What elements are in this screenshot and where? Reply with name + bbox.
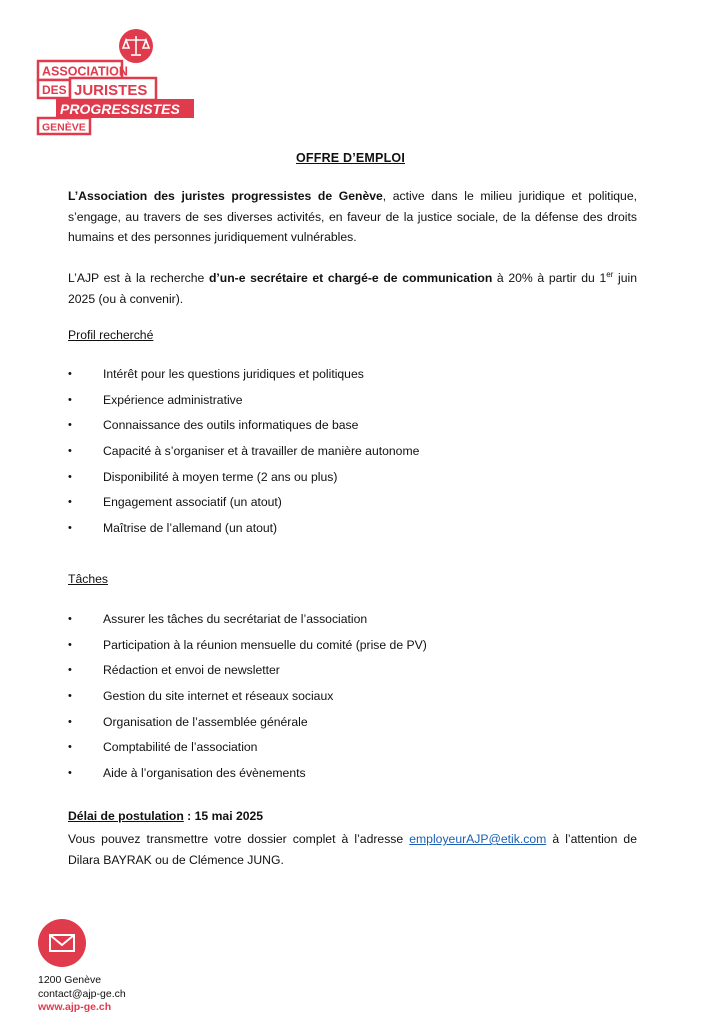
organization-logo [34, 28, 204, 136]
footer-contact [38, 974, 126, 1015]
bullet: • [68, 638, 72, 651]
logo-line-des: DES [42, 83, 67, 97]
list-item [68, 495, 637, 521]
offer-position: d’un-e secrétaire et chargé-e de communication [208, 271, 493, 285]
list-item-text: Organisation de l’assemblée générale [103, 714, 308, 729]
list-item [68, 444, 637, 470]
list-item-text: Rédaction et envoi de newsletter [103, 663, 280, 678]
bullet: • [68, 664, 72, 677]
offer-suffix: juin 2025 (ou à convenir). [68, 271, 637, 306]
bullet: • [68, 767, 72, 780]
list-item [68, 393, 637, 419]
list-item-text: Capacité à s’organiser et à travailler de manière autonome [103, 444, 420, 459]
bullet: • [68, 470, 72, 483]
list-item [68, 766, 637, 792]
intro-text: , active dans le milieu juridique et politique, s’engage, au travers de ses diverses activités, en faveur de la justice sociale, de la défense des droits humains et des personnes juridiquement vulnérables. [68, 189, 637, 244]
list-item [68, 521, 637, 547]
bullet: • [68, 445, 72, 458]
list-item-text: Engagement associatif (un atout) [103, 495, 282, 510]
bullet: • [68, 613, 72, 625]
profile-list [68, 367, 637, 547]
envelope-icon [36, 917, 88, 969]
deadline-date: 15 mai 2025 [194, 809, 264, 823]
list-item-text: Assurer les tâches du secrétariat de l’association [103, 612, 368, 626]
logo-line-geneve: GENÈVE [42, 121, 86, 134]
list-item [68, 663, 637, 689]
profile-heading: Profil recherché [68, 328, 154, 342]
deadline-label: Délai de postulation [68, 809, 184, 823]
bullet: • [68, 393, 72, 406]
list-item-text: Aide à l’organisation des évènements [103, 766, 306, 781]
bullet: • [68, 522, 72, 535]
logo-line-juristes: JURISTES [74, 82, 148, 99]
list-item-text: Participation à la réunion mensuelle du comité (prise de PV) [103, 637, 427, 652]
bullet: • [68, 419, 72, 432]
deadline-sep: : [183, 809, 195, 823]
footer-website[interactable]: www.ajp-ge.ch [38, 1001, 112, 1013]
application-suffix: à l’attention de Dilara BAYRAK ou de Clémence JUNG. [68, 832, 637, 867]
list-item-text: Disponibilité à moyen terme (2 ans ou plus) [103, 469, 338, 484]
offer-prefix: L’AJP est à la recherche [68, 271, 209, 285]
application-email-link[interactable]: employeurAJP@etik.com [409, 832, 547, 846]
list-item [68, 715, 637, 741]
offer-mid: à 20% à partir du 1 [492, 271, 607, 285]
tasks-list [68, 612, 637, 792]
list-item [68, 740, 637, 766]
list-item [68, 689, 637, 715]
list-item-text: Expérience administrative [103, 392, 243, 407]
list-item-text: Maîtrise de l’allemand (un atout) [103, 521, 278, 536]
list-item-text: Connaissance des outils informatiques de base [103, 418, 359, 433]
logo-line-progressistes: PROGRESSISTES [60, 101, 180, 117]
footer-email[interactable]: contact@ajp-ge.ch [38, 987, 126, 1000]
list-item-text: Gestion du site internet et réseaux sociaux [103, 689, 334, 704]
intro-paragraph [68, 186, 637, 248]
list-item [68, 612, 637, 638]
list-item-text: Intérêt pour les questions juridiques et politiques [103, 367, 364, 381]
tasks-heading: Tâches [68, 572, 108, 586]
bullet: • [68, 496, 72, 509]
list-item [68, 367, 637, 393]
footer-city: 1200 Genève [38, 974, 102, 986]
offer-sup: er [606, 269, 614, 279]
list-item [68, 418, 637, 444]
bullet: • [68, 741, 72, 754]
bullet: • [68, 715, 72, 728]
application-paragraph [68, 829, 637, 870]
organization-name: L’Association des juristes progressistes de Genève [68, 189, 383, 203]
deadline-line [68, 809, 263, 823]
application-prefix: Vous pouvez transmettre votre dossier complet à l’adresse [68, 832, 410, 846]
bullet: • [68, 690, 72, 703]
list-item-text: Comptabilité de l’association [103, 740, 258, 755]
page-title: OFFRE D’EMPLOI [295, 151, 406, 165]
bullet: • [68, 368, 72, 380]
offer-paragraph [68, 268, 637, 309]
list-item [68, 638, 637, 664]
list-item [68, 470, 637, 496]
logo-line-association: ASSOCIATION [42, 64, 128, 79]
